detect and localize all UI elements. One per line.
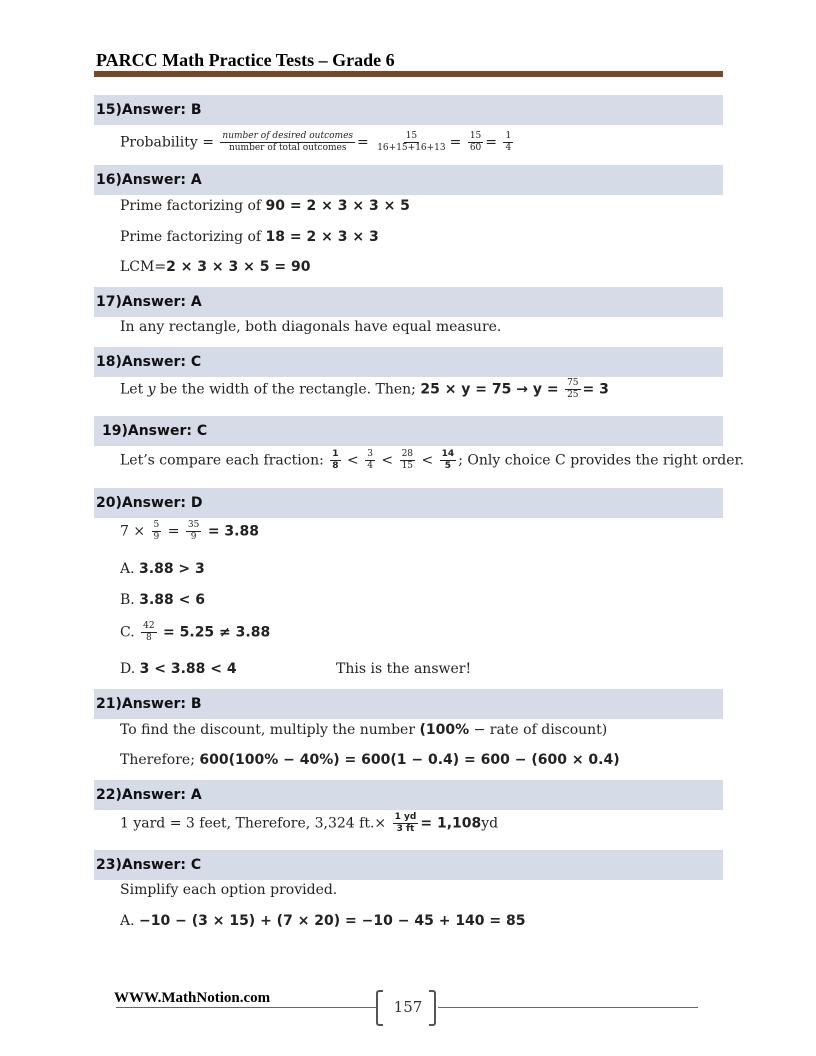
answer-19-heading: 19)Answer: C: [94, 416, 723, 446]
answer-16-heading: 16)Answer: A: [94, 165, 723, 195]
probability-fraction-2: $\frac{15}{16+15+16+13}$: [377, 131, 446, 153]
answer-22-line: 1 yard = 3 feet, Therefore, 3,324 ft.× $\frac{1 yd}{3 ft}$ = 1,108yd: [120, 812, 499, 834]
answer-20-option-b: B. 3.88 < 6: [120, 592, 205, 608]
probability-fraction-1: $\frac{\text{number of desired outcomes}}{\text{number of total outcomes}}$: [222, 131, 354, 153]
answer-20-note: This is the answer!: [336, 661, 472, 677]
answer-20-option-a: A. 3.88 > 3: [120, 561, 205, 577]
fraction-42-8: $\frac{42}{8}$: [143, 621, 155, 643]
answer-16-line-2: Prime factorizing of 18 = 2 × 3 × 3: [120, 229, 379, 245]
answer-15-heading: 15)Answer: B: [94, 95, 723, 125]
fraction-14-5: $\frac{14}{5}$: [441, 449, 455, 471]
answer-19-line: Let’s compare each fraction: $\frac{1}{8}$ < $\frac{3}{4}$ < $\frac{28}{15}$ < $\frac{14}{5}$ ; Only choice C provides the right order.: [120, 449, 745, 471]
answer-16-line-1: Prime factorizing of 90 = 2 × 3 × 3 × 5: [120, 198, 410, 214]
footer-website-link[interactable]: WWW.MathNotion.com: [114, 990, 271, 1006]
probability-fraction-4: $\frac{1}{4}$: [505, 131, 512, 153]
answer-21-heading: 21)Answer: B: [94, 689, 723, 719]
page-title: PARCC Math Practice Tests – Grade 6: [96, 50, 395, 70]
answer-20-option-d: D. 3 < 3.88 < 4: [120, 661, 237, 677]
answer-20-line: 7 × $\frac{5}{9}$ = $\frac{35}{9}$ = 3.88: [120, 520, 259, 542]
fraction-5-9: $\frac{5}{9}$: [153, 520, 160, 542]
fraction-35-9: $\frac{35}{9}$: [187, 520, 200, 542]
fraction-3-4: $\frac{3}{4}$: [367, 449, 373, 471]
probability-fraction-3: $\frac{15}{60}$: [469, 131, 482, 153]
answer-22-heading: 22)Answer: A: [94, 780, 723, 810]
answer-23-heading: 23)Answer: C: [94, 850, 723, 880]
answer-16-line-3: LCM=2 × 3 × 3 × 5 = 90: [120, 259, 311, 275]
answer-17-heading: 17)Answer: A: [94, 287, 723, 317]
answer-23-option-a: A. −10 − (3 × 15) + (7 × 20) = −10 − 45 + 140 = 85: [120, 913, 526, 929]
answer-23-line: Simplify each option provided.: [120, 882, 338, 898]
answer-21-line-1: To find the discount, multiply the number (100% − rate of discount): [120, 722, 608, 738]
answer-20-option-c: C. $\frac{42}{8}$ = 5.25 ≠ 3.88: [120, 621, 271, 643]
fraction-1-8: $\frac{1}{8}$: [332, 449, 339, 471]
footer-rule-left: [116, 1007, 378, 1008]
answer-21-line-2: Therefore; 600(100% − 40%) = 600(1 − 0.4) = 600 − (600 × 0.4): [120, 752, 620, 768]
width-fraction: $\frac{75}{25}$: [567, 378, 579, 400]
fraction-28-15: $\frac{28}{15}$: [401, 449, 414, 471]
answer-17-line: In any rectangle, both diagonals have equal measure.: [120, 319, 502, 335]
page-number: 157: [393, 998, 423, 1016]
header-rule: [94, 71, 723, 77]
probability-label: Probability =: [120, 134, 214, 151]
answer-18-heading: 18)Answer: C: [94, 347, 723, 377]
yard-feet-fraction: $\frac{1 yd}{3 ft}$: [394, 812, 417, 834]
answer-15-line: Probability = $\frac{\text{number of desired outcomes}}{\text{number of total outcomes}}$ = $\frac{15}{16+15+16+13}$ = $\frac{15}{60}$ = $\frac{1}{4}$: [120, 131, 512, 153]
answer-18-line: Let y be the width of the rectangle. Then; 25 × y = 75 → y = $\frac{75}{25}$ = 3: [120, 378, 609, 400]
answer-20-heading: 20)Answer: D: [94, 488, 723, 518]
footer-rule-right: [438, 1007, 698, 1008]
